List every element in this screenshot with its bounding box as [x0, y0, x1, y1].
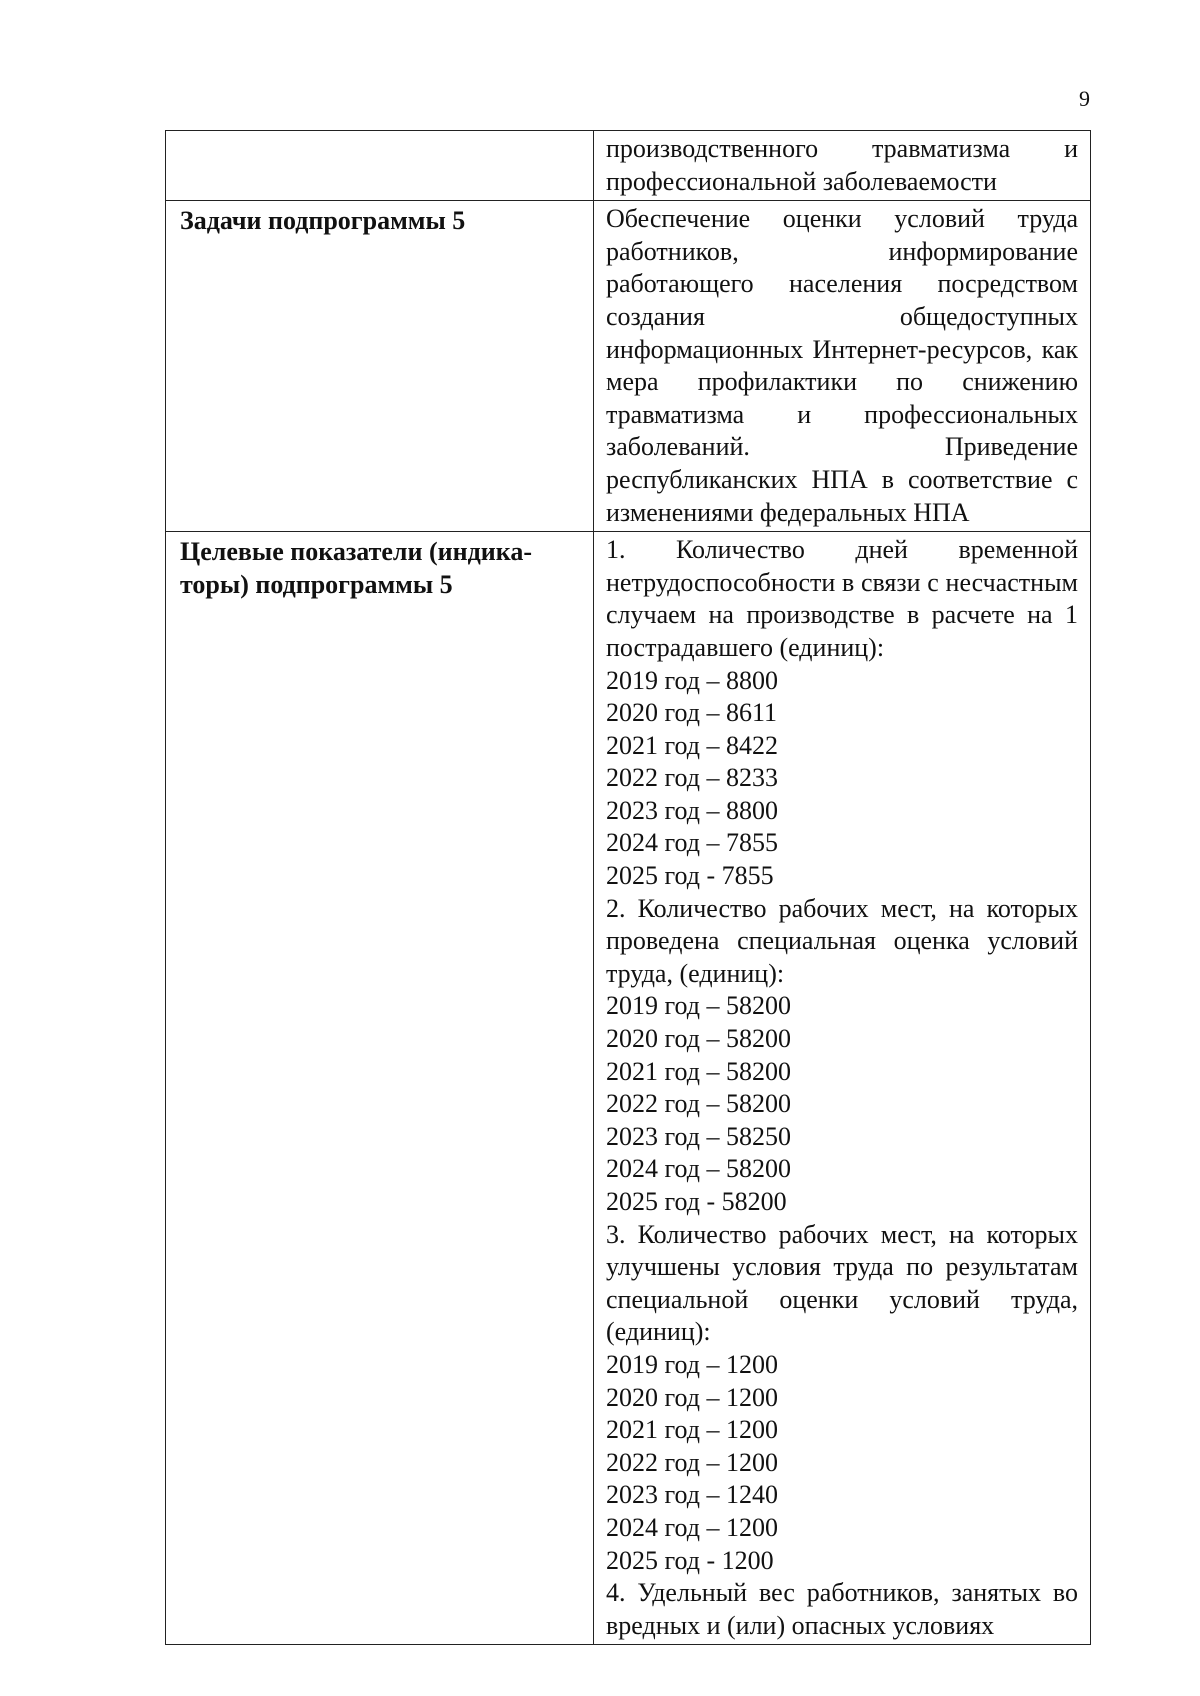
row-label: Задачи подпрограммы 5	[166, 201, 594, 532]
indicator-continued	[606, 1577, 1078, 1642]
indicator-year-value: 2019 год – 58200	[606, 991, 791, 1021]
continuation-text: производственного травматизма и профессиональной заболеваемости	[606, 134, 1078, 196]
indicator-year-value: 2025 год - 1200	[606, 1545, 774, 1575]
row-value	[594, 201, 1091, 532]
indicator-title: 3. Количество рабочих мест, на которых улучшены условия труда по результатам специальной оценки условий труда, (единиц):	[606, 1219, 1078, 1347]
indicator-year-value: 2020 год – 58200	[606, 1024, 791, 1054]
row-label-empty	[166, 131, 594, 201]
indicator-year-value: 2020 год – 8611	[606, 698, 778, 728]
row-label	[166, 532, 594, 1645]
table-row	[166, 131, 1091, 201]
indicator-year-value: 2024 год – 7855	[606, 828, 778, 858]
page-number: 9	[1079, 86, 1090, 111]
indicator-year-value: 2023 год – 1240	[606, 1480, 778, 1510]
row-label-line: торы) подпрограммы 5	[180, 569, 453, 599]
indicator-year-value: 2020 год – 1200	[606, 1382, 778, 1412]
indicator-year-value: 2022 год – 58200	[606, 1089, 791, 1119]
indicator-year-value: 2022 год – 8233	[606, 763, 778, 793]
indicator-year-value: 2023 год – 58250	[606, 1121, 791, 1151]
indicator-year-value: 2021 год – 58200	[606, 1056, 791, 1086]
passport-table	[165, 130, 1091, 1645]
indicator-title: 4. Удельный вес работников, занятых во вредных и (или) опасных условиях	[606, 1578, 1078, 1640]
indicator-year-value: 2025 год - 7855	[606, 861, 774, 891]
indicators-cell	[594, 532, 1091, 1645]
indicator-year-value: 2019 год – 1200	[606, 1349, 778, 1379]
indicator-year-value: 2019 год – 8800	[606, 665, 778, 695]
indicator-title: 1. Количество дней временной нетрудоспособности в связи с несчастным случаем на производстве в расчете на 1 пострадавшего (единиц):	[606, 535, 1078, 662]
tasks-text: Обеспечение оценки условий труда работников, информирование работающего населения посредством создания общедоступных информационных Интернет-ресурсов, как мера профилактики по снижению травматизма и профессиональных заболеваний. Приведение республиканских НПА в соответствие с изменениями федеральных НПА	[606, 204, 1078, 527]
indicator-year-value: 2025 год - 58200	[606, 1187, 787, 1216]
table-row	[166, 201, 1091, 532]
indicator-year-value: 2021 год – 8422	[606, 730, 778, 760]
indicator-year-value: 2023 год – 8800	[606, 795, 778, 825]
table-row	[166, 532, 1091, 1645]
indicator-year-value: 2024 год – 58200	[606, 1154, 791, 1184]
indicator-year-value: 2022 год – 1200	[606, 1447, 778, 1477]
indicator-title: 2. Количество рабочих мест, на которых проведена специальная оценка условий труда, (единиц):	[606, 893, 1078, 988]
row-label-line: Целевые показатели (индика-	[180, 537, 532, 567]
indicator-year-value: 2021 год – 1200	[606, 1415, 778, 1445]
indicator-year-value: 2024 год – 1200	[606, 1512, 778, 1542]
row-value	[594, 131, 1091, 201]
